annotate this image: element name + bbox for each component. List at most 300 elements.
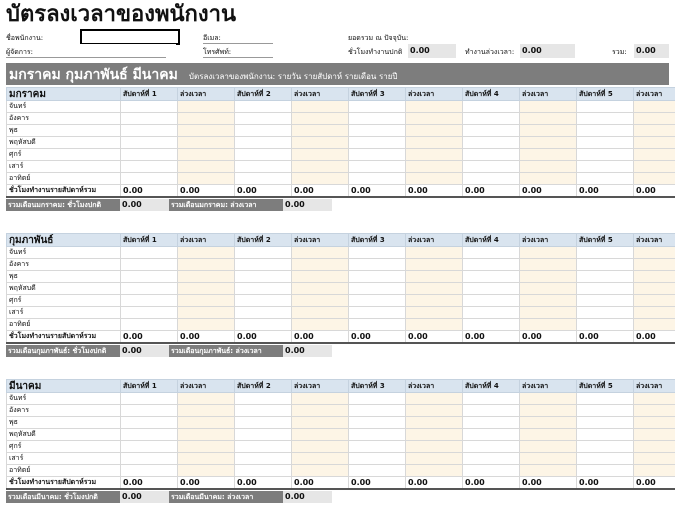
overtime-cell[interactable] xyxy=(406,125,463,137)
overtime-cell[interactable] xyxy=(634,465,675,477)
weekly-total-value: 0.00 xyxy=(235,185,292,198)
hours-cell[interactable] xyxy=(349,417,406,429)
total-value: 0.00 xyxy=(634,44,669,58)
hours-cell[interactable] xyxy=(349,465,406,477)
week-column-header: ล่วงเวลา xyxy=(406,380,463,393)
hours-cell[interactable] xyxy=(577,149,634,161)
hours-cell[interactable] xyxy=(577,441,634,453)
month-overtime-label: รวมเดือนมีนาคม: ล่วงเวลา xyxy=(169,491,283,503)
timesheet-table xyxy=(6,233,675,344)
hours-cell[interactable] xyxy=(463,465,520,477)
overtime-cell[interactable] xyxy=(406,161,463,173)
hours-cell[interactable] xyxy=(121,417,178,429)
week-column-header: ล่วงเวลา xyxy=(520,234,577,247)
weekly-total-label: ชั่วโมงทำงานรายสัปดาห์รวม xyxy=(7,185,121,198)
weekly-total-row xyxy=(7,477,675,490)
hours-cell[interactable] xyxy=(577,247,634,259)
hours-cell[interactable] xyxy=(577,161,634,173)
overtime-cell[interactable] xyxy=(520,429,577,441)
weekly-total-value: 0.00 xyxy=(292,331,349,344)
hours-cell[interactable] xyxy=(235,465,292,477)
overtime-cell[interactable] xyxy=(634,453,675,465)
hours-cell[interactable] xyxy=(235,441,292,453)
overtime-cell[interactable] xyxy=(292,393,349,405)
overtime-cell[interactable] xyxy=(292,307,349,319)
overtime-cell[interactable] xyxy=(520,441,577,453)
overtime-cell[interactable] xyxy=(634,307,675,319)
day-label: พฤหัสบดี xyxy=(7,283,121,295)
page-title: บัตรลงเวลาของพนักงาน xyxy=(6,2,236,27)
overtime-cell[interactable] xyxy=(406,173,463,185)
overtime-cell[interactable] xyxy=(406,101,463,113)
hours-cell[interactable] xyxy=(577,283,634,295)
hours-cell[interactable] xyxy=(121,271,178,283)
hours-cell[interactable] xyxy=(463,319,520,331)
hours-cell[interactable] xyxy=(235,113,292,125)
hours-cell[interactable] xyxy=(349,259,406,271)
week-column-header: สัปดาห์ที่ 5 xyxy=(577,88,634,101)
overtime-cell[interactable] xyxy=(178,173,235,185)
table-row xyxy=(7,101,675,113)
overtime-cell[interactable] xyxy=(178,247,235,259)
weekly-total-value: 0.00 xyxy=(520,477,577,490)
hours-cell[interactable] xyxy=(121,441,178,453)
overtime-cell[interactable] xyxy=(292,101,349,113)
overtime-cell[interactable] xyxy=(520,149,577,161)
overtime-cell[interactable] xyxy=(634,295,675,307)
overtime-cell[interactable] xyxy=(520,283,577,295)
day-label: เสาร์ xyxy=(7,161,121,173)
hours-cell[interactable] xyxy=(235,295,292,307)
weekly-total-value: 0.00 xyxy=(634,477,675,490)
hours-cell[interactable] xyxy=(349,247,406,259)
overtime-cell[interactable] xyxy=(634,283,675,295)
hours-cell[interactable] xyxy=(349,441,406,453)
overtime-cell[interactable] xyxy=(520,137,577,149)
hours-cell[interactable] xyxy=(235,149,292,161)
month-section-february xyxy=(6,233,669,357)
overtime-cell[interactable] xyxy=(520,393,577,405)
table-row xyxy=(7,149,675,161)
day-label: ศุกร์ xyxy=(7,295,121,307)
hours-cell[interactable] xyxy=(577,453,634,465)
overtime-cell[interactable] xyxy=(178,405,235,417)
hours-cell[interactable] xyxy=(349,283,406,295)
overtime-value: 0.00 xyxy=(520,44,575,58)
weekly-total-value: 0.00 xyxy=(577,185,634,198)
overtime-cell[interactable] xyxy=(634,441,675,453)
overtime-cell[interactable] xyxy=(178,271,235,283)
weekly-total-row xyxy=(7,331,675,344)
hours-cell[interactable] xyxy=(349,101,406,113)
week-column-header: ล่วงเวลา xyxy=(520,88,577,101)
hours-cell[interactable] xyxy=(121,161,178,173)
overtime-cell[interactable] xyxy=(178,295,235,307)
overtime-cell[interactable] xyxy=(634,101,675,113)
hours-cell[interactable] xyxy=(463,173,520,185)
overtime-cell[interactable] xyxy=(634,161,675,173)
month-hours-label: รวมเดือนมกราคม: ชั่วโมงปกติ xyxy=(6,199,120,211)
overtime-cell[interactable] xyxy=(178,113,235,125)
weekly-total-value: 0.00 xyxy=(121,477,178,490)
day-label: อังคาร xyxy=(7,113,121,125)
overtime-cell[interactable] xyxy=(406,441,463,453)
hours-cell[interactable] xyxy=(121,125,178,137)
hours-cell[interactable] xyxy=(577,393,634,405)
month-hours-value: 0.00 xyxy=(120,345,169,357)
table-row xyxy=(7,137,675,149)
overtime-cell[interactable] xyxy=(406,417,463,429)
hours-cell[interactable] xyxy=(349,307,406,319)
table-row xyxy=(7,125,675,137)
hours-cell[interactable] xyxy=(577,405,634,417)
weekly-total-value: 0.00 xyxy=(406,477,463,490)
hours-cell[interactable] xyxy=(235,453,292,465)
overtime-cell[interactable] xyxy=(178,319,235,331)
hours-cell[interactable] xyxy=(463,417,520,429)
overtime-cell[interactable] xyxy=(178,307,235,319)
hours-cell[interactable] xyxy=(235,417,292,429)
hours-cell[interactable] xyxy=(463,113,520,125)
hours-cell[interactable] xyxy=(121,295,178,307)
overtime-cell[interactable] xyxy=(406,429,463,441)
overtime-cell[interactable] xyxy=(178,417,235,429)
overtime-cell[interactable] xyxy=(406,283,463,295)
overtime-cell[interactable] xyxy=(406,405,463,417)
hours-cell[interactable] xyxy=(121,393,178,405)
hours-cell[interactable] xyxy=(577,295,634,307)
table-row xyxy=(7,429,675,441)
hours-cell[interactable] xyxy=(577,319,634,331)
hours-cell[interactable] xyxy=(577,271,634,283)
manager-field[interactable] xyxy=(80,44,176,54)
hours-cell[interactable] xyxy=(235,247,292,259)
week-column-header: ล่วงเวลา xyxy=(634,88,675,101)
table-header-row xyxy=(7,380,675,393)
hours-cell[interactable] xyxy=(121,149,178,161)
table-row xyxy=(7,283,675,295)
weekly-total-value: 0.00 xyxy=(463,477,520,490)
hours-cell[interactable] xyxy=(121,465,178,477)
overtime-cell[interactable] xyxy=(178,161,235,173)
hours-cell[interactable] xyxy=(121,307,178,319)
weekly-total-value: 0.00 xyxy=(178,477,235,490)
hours-cell[interactable] xyxy=(349,137,406,149)
hours-cell[interactable] xyxy=(121,319,178,331)
week-column-header: สัปดาห์ที่ 2 xyxy=(235,380,292,393)
overtime-cell[interactable] xyxy=(406,307,463,319)
overtime-cell[interactable] xyxy=(634,247,675,259)
overtime-cell[interactable] xyxy=(406,259,463,271)
hours-cell[interactable] xyxy=(235,283,292,295)
overtime-cell[interactable] xyxy=(292,429,349,441)
day-label: ศุกร์ xyxy=(7,441,121,453)
quarter-banner xyxy=(6,63,669,85)
overtime-cell[interactable] xyxy=(178,259,235,271)
day-label: พุธ xyxy=(7,271,121,283)
hours-cell[interactable] xyxy=(463,271,520,283)
overtime-cell[interactable] xyxy=(292,283,349,295)
overtime-cell[interactable] xyxy=(178,137,235,149)
hours-cell[interactable] xyxy=(463,405,520,417)
overtime-cell[interactable] xyxy=(406,465,463,477)
overtime-cell[interactable] xyxy=(292,113,349,125)
hours-cell[interactable] xyxy=(577,101,634,113)
weekly-total-label: ชั่วโมงทำงานรายสัปดาห์รวม xyxy=(7,331,121,344)
overtime-cell[interactable] xyxy=(520,405,577,417)
weekly-total-value: 0.00 xyxy=(577,477,634,490)
day-label: พฤหัสบดี xyxy=(7,137,121,149)
week-column-header: ล่วงเวลา xyxy=(520,380,577,393)
hours-cell[interactable] xyxy=(235,393,292,405)
overtime-cell[interactable] xyxy=(292,465,349,477)
hours-cell[interactable] xyxy=(235,161,292,173)
table-row xyxy=(7,307,675,319)
hours-cell[interactable] xyxy=(235,271,292,283)
day-label: อาทิตย์ xyxy=(7,465,121,477)
week-column-header: สัปดาห์ที่ 4 xyxy=(463,88,520,101)
overtime-cell[interactable] xyxy=(178,441,235,453)
overtime-cell[interactable] xyxy=(634,429,675,441)
overtime-cell[interactable] xyxy=(292,295,349,307)
hours-cell[interactable] xyxy=(463,429,520,441)
month-name: กุมภาพันธ์ xyxy=(7,234,121,247)
weekly-total-value: 0.00 xyxy=(520,331,577,344)
week-column-header: ล่วงเวลา xyxy=(292,380,349,393)
hours-cell[interactable] xyxy=(121,137,178,149)
week-column-header: สัปดาห์ที่ 1 xyxy=(121,380,178,393)
employee-name-field[interactable] xyxy=(80,29,180,45)
overtime-cell[interactable] xyxy=(634,271,675,283)
hours-cell[interactable] xyxy=(577,137,634,149)
email-label: อีเมล: xyxy=(203,33,273,44)
hours-cell[interactable] xyxy=(349,453,406,465)
hours-cell[interactable] xyxy=(235,173,292,185)
manager-label: ผู้จัดการ: xyxy=(6,47,166,58)
hours-cell[interactable] xyxy=(463,441,520,453)
month-section-january xyxy=(6,87,669,211)
hours-cell[interactable] xyxy=(121,259,178,271)
hours-cell[interactable] xyxy=(577,125,634,137)
table-row xyxy=(7,113,675,125)
hours-cell[interactable] xyxy=(235,101,292,113)
overtime-cell[interactable] xyxy=(634,125,675,137)
hours-cell[interactable] xyxy=(577,173,634,185)
table-row xyxy=(7,259,675,271)
overtime-cell[interactable] xyxy=(406,137,463,149)
overtime-cell[interactable] xyxy=(406,319,463,331)
overtime-cell[interactable] xyxy=(292,161,349,173)
hours-cell[interactable] xyxy=(463,149,520,161)
hours-cell[interactable] xyxy=(121,113,178,125)
hours-cell[interactable] xyxy=(577,113,634,125)
overtime-cell[interactable] xyxy=(178,101,235,113)
overtime-cell[interactable] xyxy=(520,247,577,259)
overtime-cell[interactable] xyxy=(292,137,349,149)
overtime-cell[interactable] xyxy=(634,113,675,125)
hours-cell[interactable] xyxy=(577,307,634,319)
employee-name-label: ชื่อพนักงาน: xyxy=(6,34,44,42)
overtime-cell[interactable] xyxy=(406,247,463,259)
hours-cell[interactable] xyxy=(577,417,634,429)
overtime-cell[interactable] xyxy=(520,161,577,173)
hours-cell[interactable] xyxy=(463,247,520,259)
hours-cell[interactable] xyxy=(121,283,178,295)
overtime-cell[interactable] xyxy=(292,319,349,331)
overtime-cell[interactable] xyxy=(634,149,675,161)
hours-cell[interactable] xyxy=(235,319,292,331)
overtime-cell[interactable] xyxy=(292,453,349,465)
hours-cell[interactable] xyxy=(235,125,292,137)
overtime-cell[interactable] xyxy=(292,149,349,161)
week-column-header: ล่วงเวลา xyxy=(406,88,463,101)
regular-hours-value: 0.00 xyxy=(408,44,456,58)
week-column-header: สัปดาห์ที่ 4 xyxy=(463,234,520,247)
overtime-cell[interactable] xyxy=(406,149,463,161)
hours-cell[interactable] xyxy=(121,173,178,185)
hours-cell[interactable] xyxy=(577,259,634,271)
overtime-cell[interactable] xyxy=(634,393,675,405)
overtime-cell[interactable] xyxy=(178,465,235,477)
overtime-cell[interactable] xyxy=(178,429,235,441)
hours-cell[interactable] xyxy=(349,173,406,185)
day-label: อังคาร xyxy=(7,259,121,271)
weekly-total-value: 0.00 xyxy=(121,331,178,344)
hours-cell[interactable] xyxy=(121,453,178,465)
month-hours-value: 0.00 xyxy=(120,491,169,503)
month-hours-label: รวมเดือนกุมภาพันธ์: ชั่วโมงปกติ xyxy=(6,345,120,357)
overtime-cell[interactable] xyxy=(292,247,349,259)
overtime-cell[interactable] xyxy=(520,295,577,307)
week-column-header: สัปดาห์ที่ 1 xyxy=(121,234,178,247)
weekly-total-label: ชั่วโมงทำงานรายสัปดาห์รวม xyxy=(7,477,121,490)
overtime-cell[interactable] xyxy=(634,173,675,185)
hours-cell[interactable] xyxy=(463,137,520,149)
day-label: อาทิตย์ xyxy=(7,319,121,331)
table-row xyxy=(7,393,675,405)
week-column-header: สัปดาห์ที่ 2 xyxy=(235,88,292,101)
hours-cell[interactable] xyxy=(463,453,520,465)
hours-cell[interactable] xyxy=(349,161,406,173)
hours-cell[interactable] xyxy=(121,405,178,417)
hours-cell[interactable] xyxy=(235,137,292,149)
overtime-cell[interactable] xyxy=(406,271,463,283)
hours-cell[interactable] xyxy=(463,307,520,319)
weekly-total-value: 0.00 xyxy=(349,185,406,198)
hours-cell[interactable] xyxy=(577,429,634,441)
overtime-cell[interactable] xyxy=(634,405,675,417)
hours-cell[interactable] xyxy=(121,247,178,259)
hours-cell[interactable] xyxy=(235,405,292,417)
overtime-cell[interactable] xyxy=(520,125,577,137)
overtime-cell[interactable] xyxy=(406,295,463,307)
hours-cell[interactable] xyxy=(349,149,406,161)
hours-cell[interactable] xyxy=(463,295,520,307)
week-column-header: สัปดาห์ที่ 2 xyxy=(235,234,292,247)
phone-label: โทรศัพท์: xyxy=(203,47,273,58)
hours-cell[interactable] xyxy=(121,101,178,113)
total-label: รวม: xyxy=(612,48,627,56)
overtime-cell[interactable] xyxy=(292,417,349,429)
weekly-total-value: 0.00 xyxy=(577,331,634,344)
overtime-cell[interactable] xyxy=(634,259,675,271)
weekly-total-row xyxy=(7,185,675,198)
overtime-cell[interactable] xyxy=(292,125,349,137)
overtime-cell[interactable] xyxy=(520,319,577,331)
overtime-cell[interactable] xyxy=(292,405,349,417)
overtime-cell[interactable] xyxy=(406,453,463,465)
hours-cell[interactable] xyxy=(463,101,520,113)
hours-cell[interactable] xyxy=(349,393,406,405)
weekly-total-value: 0.00 xyxy=(463,185,520,198)
month-name: มกราคม xyxy=(7,88,121,101)
hours-cell[interactable] xyxy=(577,465,634,477)
hours-cell[interactable] xyxy=(463,259,520,271)
overtime-cell[interactable] xyxy=(178,393,235,405)
hours-cell[interactable] xyxy=(463,393,520,405)
hours-cell[interactable] xyxy=(349,429,406,441)
hours-cell[interactable] xyxy=(463,283,520,295)
timesheet-table xyxy=(6,379,675,490)
regular-hours-label: ชั่วโมงทำงานปกติ xyxy=(348,48,403,56)
hours-cell[interactable] xyxy=(121,429,178,441)
overtime-cell[interactable] xyxy=(520,101,577,113)
overtime-cell[interactable] xyxy=(520,465,577,477)
overtime-cell[interactable] xyxy=(292,271,349,283)
overtime-cell[interactable] xyxy=(292,173,349,185)
overtime-cell[interactable] xyxy=(292,441,349,453)
table-row xyxy=(7,441,675,453)
week-column-header: ล่วงเวลา xyxy=(178,234,235,247)
overtime-cell[interactable] xyxy=(178,149,235,161)
hours-cell[interactable] xyxy=(349,319,406,331)
day-label: เสาร์ xyxy=(7,307,121,319)
overtime-cell[interactable] xyxy=(520,259,577,271)
hours-cell[interactable] xyxy=(349,295,406,307)
weekly-total-value: 0.00 xyxy=(520,185,577,198)
overtime-cell[interactable] xyxy=(406,393,463,405)
week-column-header: สัปดาห์ที่ 5 xyxy=(577,234,634,247)
overtime-cell[interactable] xyxy=(292,259,349,271)
overtime-cell[interactable] xyxy=(634,137,675,149)
overtime-cell[interactable] xyxy=(520,271,577,283)
hours-cell[interactable] xyxy=(235,307,292,319)
hours-cell[interactable] xyxy=(349,271,406,283)
overtime-cell[interactable] xyxy=(178,283,235,295)
overtime-cell[interactable] xyxy=(520,173,577,185)
banner-title: มกราคม กุมภาพันธ์ มีนาคม xyxy=(9,67,178,83)
overtime-cell[interactable] xyxy=(520,113,577,125)
overtime-cell[interactable] xyxy=(178,125,235,137)
overtime-cell[interactable] xyxy=(634,319,675,331)
day-label: อาทิตย์ xyxy=(7,173,121,185)
overtime-cell[interactable] xyxy=(520,453,577,465)
hours-cell[interactable] xyxy=(463,161,520,173)
overtime-cell[interactable] xyxy=(520,417,577,429)
hours-cell[interactable] xyxy=(349,125,406,137)
hours-cell[interactable] xyxy=(235,259,292,271)
overtime-cell[interactable] xyxy=(406,113,463,125)
hours-cell[interactable] xyxy=(463,125,520,137)
hours-cell[interactable] xyxy=(235,429,292,441)
hours-cell[interactable] xyxy=(349,405,406,417)
overtime-cell[interactable] xyxy=(634,417,675,429)
hours-cell[interactable] xyxy=(349,113,406,125)
week-column-header: ล่วงเวลา xyxy=(634,380,675,393)
week-column-header: ล่วงเวลา xyxy=(178,380,235,393)
overtime-cell[interactable] xyxy=(520,307,577,319)
overtime-cell[interactable] xyxy=(178,453,235,465)
